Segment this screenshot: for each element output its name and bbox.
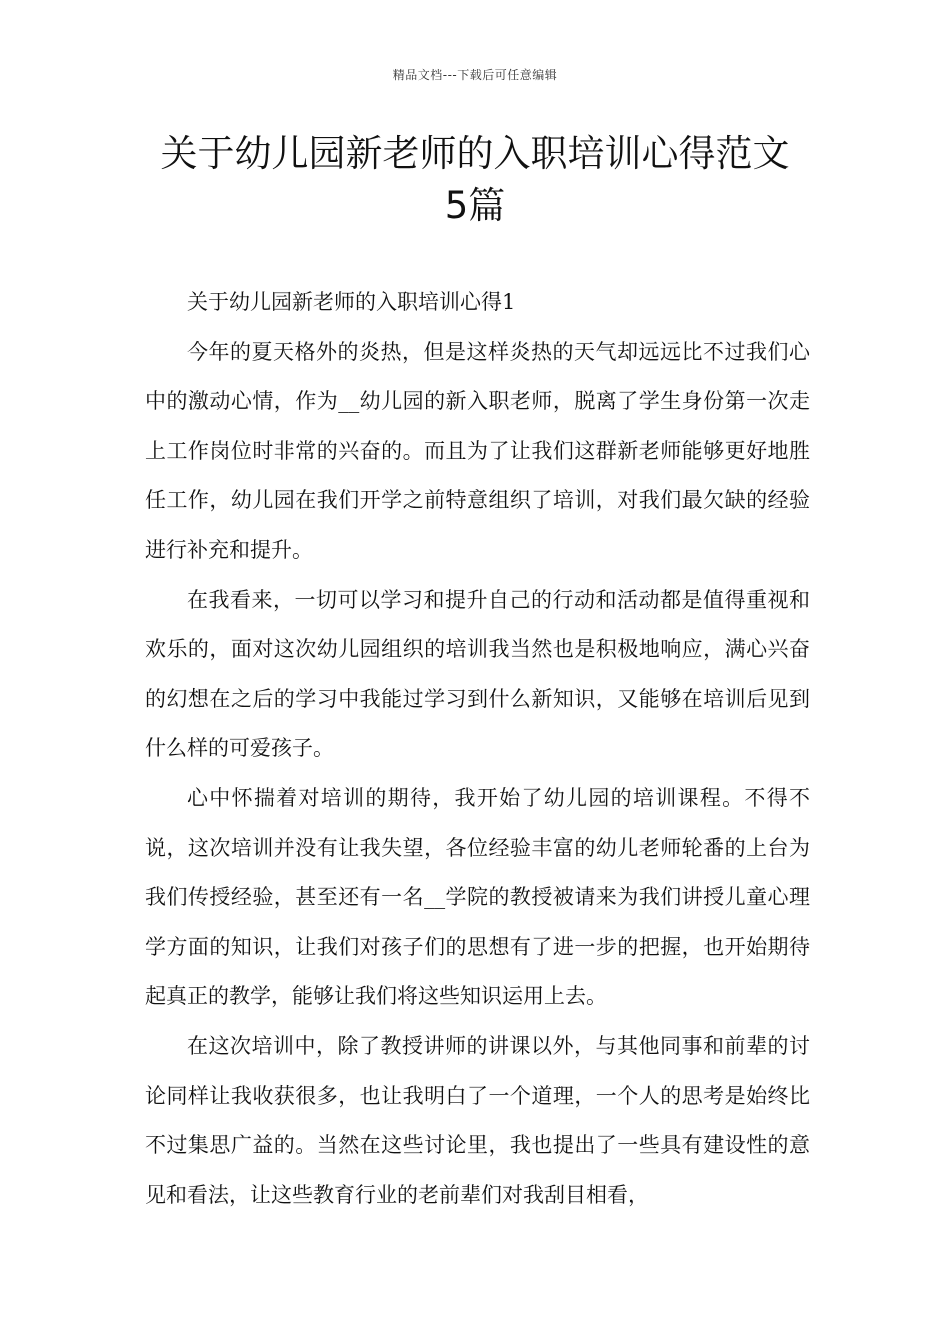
paragraph-2: 在我看来，一切可以学习和提升自己的行动和活动都是值得重视和欢乐的，面对这次幼儿园组织的培训我当然也是积极地响应，满心兴奋的幻想在之后的学习中我能过学习到什么新知识，又能够在培训后见到什么样的可爱孩子。 [145,587,810,761]
paragraph-4: 在这次培训中，除了教授讲师的讲课以外，与其他同事和前辈的讨论同样让我收获很多，也让我明白了一个道理，一个人的思考是始终比不过集思广益的。当然在这些讨论里，我也提出了一些具有建设性的意见和看法，让这些教育行业的老前辈们对我刮目相看， [145,1033,810,1207]
document-body [145,278,810,1220]
title-line-1: 关于幼儿园新老师的入职培训心得范文 [160,132,790,175]
paragraph-3: 心中怀揣着对培训的期待，我开始了幼儿园的培训课程。不得不说，这次培训并没有让我失望，各位经验丰富的幼儿老师轮番的上台为我们传授经验，甚至还有一名__学院的教授被请来为我们讲授儿童心理学方面的知识，让我们对孩子们的思想有了进一步的把握，也开始期待起真正的教学，能够让我们将这些知识运用上去。 [145,785,810,1009]
header-note: 精品文档---下载后可任意编辑 [392,68,558,82]
title-line-2: 5篇 [444,184,506,227]
section-heading: 关于幼儿园新老师的入职培训心得1 [187,290,516,314]
paragraph-1: 今年的夏天格外的炎热，但是这样炎热的天气却远远比不过我们心中的激动心情，作为__幼儿园的新入职老师，脱离了学生身份第一次走上工作岗位时非常的兴奋的。而且为了让我们这群新老师能够更好地胜任工作，幼儿园在我们开学之前特意组织了培训，对我们最欠缺的经验进行补充和提升。 [145,339,810,562]
document-title [60,128,890,232]
